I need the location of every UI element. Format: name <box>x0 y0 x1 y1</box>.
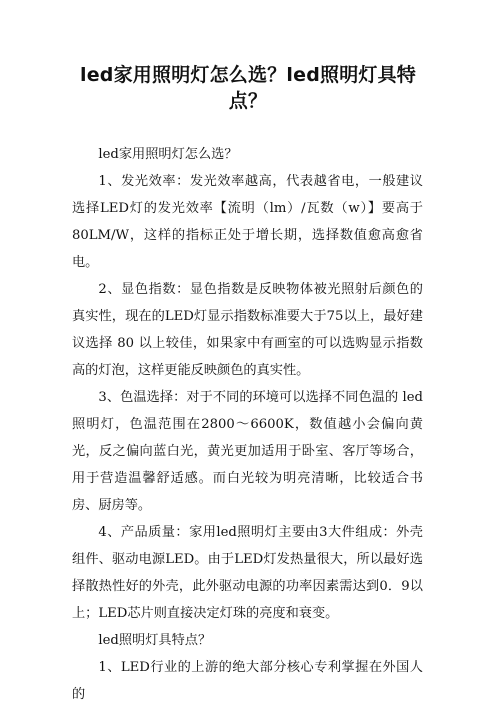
section-heading: led照明灯具特点？ <box>98 633 212 648</box>
section-heading: led家用照明灯怎么选？ <box>98 147 238 162</box>
body-paragraph: 3、色温选择：对于不同的环境可以选择不同色温的 led照明灯，色温范围在2800～6600K，数值越小会偏向黄光，反之偏向蓝白光，黄光更加适用于卧室、客厅等场合，用于营造温馨舒适感。而白光较为明亮清晰，比较适合书房、厨房等。 <box>72 390 423 513</box>
document-title: led家用照明灯怎么选？led照明灯具特点？ <box>80 64 416 112</box>
document-body <box>72 141 423 708</box>
body-paragraph: 1、发光效率：发光效率越高，代表越省电，一般建议选择LED灯的发光效率【流明（lm）/瓦数（w）】要高于80LM/W，这样的指标正处于增长期，选择数值愈高愈省电。 <box>72 174 423 270</box>
body-paragraph: 1、LED行业的上游的绝大部分核心专利掌握在外国人的 <box>72 660 423 702</box>
body-paragraph: 4、产品质量：家用led照明灯主要由3大件组成：外壳组件、驱动电源LED。由于LED灯发热量很大，所以最好选择散热性好的外壳，此外驱动电源的功率因素需达到0．9以上；LED芯片则直接决定灯珠的亮度和衰变。 <box>72 525 423 621</box>
body-paragraph: 2、显色指数：显色指数是反映物体被光照射后颜色的真实性，现在的LED灯显示指数标准要大于75以上，最好建议选择 80 以上较佳，如果家中有画室的可以选购显示指数高的灯泡，这样更能反映颜色的真实性。 <box>72 282 423 378</box>
